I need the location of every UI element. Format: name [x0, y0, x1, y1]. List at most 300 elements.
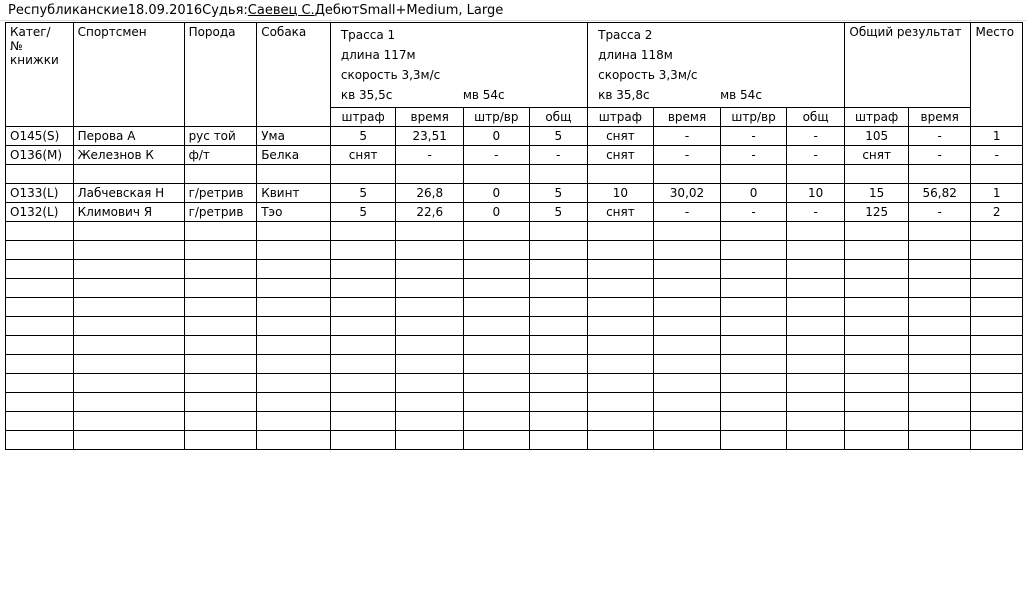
- cell-empty[interactable]: [908, 260, 971, 279]
- cell-empty[interactable]: [6, 374, 74, 393]
- cell-empty[interactable]: [464, 298, 530, 317]
- cell-breed[interactable]: г/ретрив: [184, 184, 257, 203]
- cell-athlete[interactable]: Перова А: [73, 127, 184, 146]
- cell-athlete[interactable]: Лабчевская Н: [73, 184, 184, 203]
- cell-empty[interactable]: [464, 374, 530, 393]
- track2-name: Трасса 2: [598, 28, 653, 42]
- cell-empty[interactable]: [529, 241, 588, 260]
- cell-empty[interactable]: [257, 431, 331, 450]
- col-header-total: Общий результат: [845, 23, 971, 108]
- cell-empty[interactable]: [73, 241, 184, 260]
- cell-empty[interactable]: [529, 260, 588, 279]
- cell-empty[interactable]: [73, 412, 184, 431]
- cell-empty[interactable]: [845, 412, 909, 431]
- table-row-empty[interactable]: [6, 260, 1023, 279]
- cell-empty[interactable]: [330, 393, 396, 412]
- cell-empty[interactable]: [257, 412, 331, 431]
- cell-empty[interactable]: [184, 393, 257, 412]
- cell-empty[interactable]: [786, 260, 845, 279]
- cell-empty[interactable]: [73, 336, 184, 355]
- cell-empty[interactable]: [786, 355, 845, 374]
- cell-empty[interactable]: [529, 222, 588, 241]
- cell-empty[interactable]: [184, 260, 257, 279]
- cell-empty[interactable]: [464, 355, 530, 374]
- cell-place[interactable]: -: [971, 146, 1023, 165]
- col-header-category-line3: книжки: [10, 53, 59, 67]
- cell-track1-penalty-per-time[interactable]: -: [464, 146, 530, 165]
- cell-empty[interactable]: [73, 317, 184, 336]
- cell-empty[interactable]: [464, 260, 530, 279]
- cell-sum-penalty[interactable]: [845, 165, 909, 184]
- cell-empty[interactable]: [653, 412, 721, 431]
- cell-sum-penalty[interactable]: 105: [845, 127, 909, 146]
- cell-sum-time[interactable]: -: [908, 127, 971, 146]
- cell-empty[interactable]: [908, 355, 971, 374]
- cell-empty[interactable]: [786, 298, 845, 317]
- cell-place[interactable]: 1: [971, 127, 1023, 146]
- cell-category[interactable]: O145(S): [6, 127, 74, 146]
- cell-track2-penalty[interactable]: снят: [588, 127, 654, 146]
- cell-empty[interactable]: [464, 336, 530, 355]
- cell-empty[interactable]: [184, 279, 257, 298]
- cell-empty[interactable]: [396, 279, 464, 298]
- cell-track2-penalty-per-time[interactable]: [721, 165, 787, 184]
- cell-empty[interactable]: [330, 412, 396, 431]
- cell-track1-total[interactable]: [529, 165, 588, 184]
- cell-empty[interactable]: [786, 279, 845, 298]
- cell-track1-penalty[interactable]: 5: [330, 127, 396, 146]
- cell-empty[interactable]: [588, 336, 654, 355]
- cell-empty[interactable]: [330, 317, 396, 336]
- cell-empty[interactable]: [971, 241, 1023, 260]
- cell-empty[interactable]: [971, 317, 1023, 336]
- cell-track1-penalty-per-time[interactable]: 0: [464, 184, 530, 203]
- cell-empty[interactable]: [653, 317, 721, 336]
- cell-empty[interactable]: [908, 222, 971, 241]
- cell-empty[interactable]: [330, 336, 396, 355]
- cell-empty[interactable]: [971, 336, 1023, 355]
- cell-empty[interactable]: [908, 431, 971, 450]
- judge-label: Судья:: [202, 2, 248, 18]
- table-row[interactable]: [6, 165, 1023, 184]
- cell-empty[interactable]: [908, 412, 971, 431]
- cell-empty[interactable]: [330, 298, 396, 317]
- cell-empty[interactable]: [184, 317, 257, 336]
- cell-empty[interactable]: [908, 317, 971, 336]
- cell-empty[interactable]: [653, 374, 721, 393]
- col-header-track1: [330, 23, 587, 108]
- cell-empty[interactable]: [396, 222, 464, 241]
- cell-track2-penalty-per-time[interactable]: -: [721, 146, 787, 165]
- cell-place[interactable]: [971, 165, 1023, 184]
- cell-empty[interactable]: [184, 431, 257, 450]
- cell-place[interactable]: 2: [971, 203, 1023, 222]
- cell-track1-total[interactable]: 5: [529, 203, 588, 222]
- col-header-track2: [588, 23, 845, 108]
- cell-empty[interactable]: [330, 355, 396, 374]
- cell-empty[interactable]: [721, 298, 787, 317]
- cell-empty[interactable]: [721, 431, 787, 450]
- cell-empty[interactable]: [330, 374, 396, 393]
- cell-empty[interactable]: [257, 374, 331, 393]
- cell-empty[interactable]: [396, 431, 464, 450]
- cell-empty[interactable]: [529, 317, 588, 336]
- table-row-empty[interactable]: [6, 374, 1023, 393]
- cell-empty[interactable]: [588, 431, 654, 450]
- cell-category[interactable]: O136(M): [6, 146, 74, 165]
- track1-mv: мв 54с: [462, 88, 505, 102]
- col-header-breed: Порода: [184, 23, 257, 127]
- cell-empty[interactable]: [588, 260, 654, 279]
- cell-empty[interactable]: [396, 336, 464, 355]
- cell-dog[interactable]: Квинт: [257, 184, 331, 203]
- cell-empty[interactable]: [396, 260, 464, 279]
- cell-sum-penalty[interactable]: 15: [845, 184, 909, 203]
- cell-track1-penalty[interactable]: [330, 165, 396, 184]
- cell-empty[interactable]: [464, 431, 530, 450]
- table-row-empty[interactable]: [6, 336, 1023, 355]
- cell-track1-time[interactable]: 22,6: [396, 203, 464, 222]
- cell-empty[interactable]: [588, 298, 654, 317]
- cell-athlete[interactable]: [73, 165, 184, 184]
- cell-empty[interactable]: [721, 393, 787, 412]
- table-row[interactable]: [6, 203, 1023, 222]
- subheader-t2-total: общ: [786, 108, 845, 127]
- cell-empty[interactable]: [786, 241, 845, 260]
- cell-empty[interactable]: [257, 241, 331, 260]
- cell-empty[interactable]: [653, 393, 721, 412]
- cell-athlete[interactable]: Климович Я: [73, 203, 184, 222]
- track2-mv: мв 54с: [720, 88, 762, 102]
- cell-empty[interactable]: [529, 412, 588, 431]
- cell-track1-penalty-per-time[interactable]: 0: [464, 127, 530, 146]
- cell-track1-penalty-per-time[interactable]: 0: [464, 203, 530, 222]
- cell-empty[interactable]: [908, 336, 971, 355]
- cell-breed[interactable]: ф/т: [184, 146, 257, 165]
- subheader-t1-penalty: штраф: [330, 108, 396, 127]
- track2-kv: кв 35,8с: [598, 88, 650, 102]
- cell-empty[interactable]: [184, 412, 257, 431]
- event-date: 18.09.2016: [127, 2, 203, 18]
- cell-empty[interactable]: [653, 431, 721, 450]
- cell-empty[interactable]: [721, 317, 787, 336]
- cell-empty[interactable]: [653, 355, 721, 374]
- cell-category[interactable]: O132(L): [6, 203, 74, 222]
- cell-track2-total[interactable]: 10: [786, 184, 845, 203]
- subheader-t1-total: общ: [529, 108, 588, 127]
- cell-empty[interactable]: [971, 374, 1023, 393]
- cell-empty[interactable]: [6, 355, 74, 374]
- cell-empty[interactable]: [73, 374, 184, 393]
- cell-empty[interactable]: [257, 355, 331, 374]
- cell-empty[interactable]: [73, 393, 184, 412]
- cell-empty[interactable]: [908, 298, 971, 317]
- cell-empty[interactable]: [330, 431, 396, 450]
- cell-dog[interactable]: [257, 165, 331, 184]
- cell-empty[interactable]: [653, 298, 721, 317]
- table-row-empty[interactable]: [6, 412, 1023, 431]
- track1-name: Трасса 1: [340, 28, 396, 42]
- cell-empty[interactable]: [6, 241, 74, 260]
- cell-empty[interactable]: [257, 317, 331, 336]
- cell-empty[interactable]: [721, 355, 787, 374]
- cell-empty[interactable]: [396, 393, 464, 412]
- cell-empty[interactable]: [721, 412, 787, 431]
- cell-empty[interactable]: [971, 412, 1023, 431]
- subheader-t2-penalty: штраф: [588, 108, 654, 127]
- cell-track2-penalty[interactable]: [588, 165, 654, 184]
- cell-empty[interactable]: [73, 260, 184, 279]
- cell-empty[interactable]: [184, 355, 257, 374]
- table-row-empty[interactable]: [6, 317, 1023, 336]
- cell-empty[interactable]: [396, 412, 464, 431]
- cell-empty[interactable]: [529, 298, 588, 317]
- table-row[interactable]: [6, 184, 1023, 203]
- cell-track1-time[interactable]: 23,51: [396, 127, 464, 146]
- cell-empty[interactable]: [845, 298, 909, 317]
- cell-empty[interactable]: [588, 393, 654, 412]
- cell-empty[interactable]: [971, 355, 1023, 374]
- cell-track1-time[interactable]: 26,8: [396, 184, 464, 203]
- cell-empty[interactable]: [529, 393, 588, 412]
- cell-empty[interactable]: [653, 279, 721, 298]
- cell-empty[interactable]: [845, 241, 909, 260]
- cell-empty[interactable]: [653, 241, 721, 260]
- cell-empty[interactable]: [971, 431, 1023, 450]
- cell-empty[interactable]: [845, 374, 909, 393]
- cell-empty[interactable]: [845, 260, 909, 279]
- table-row-empty[interactable]: [6, 222, 1023, 241]
- table-row[interactable]: [6, 146, 1023, 165]
- cell-track2-penalty[interactable]: снят: [588, 203, 654, 222]
- cell-track2-penalty[interactable]: 10: [588, 184, 654, 203]
- cell-dog[interactable]: Ума: [257, 127, 331, 146]
- subheader-t2-penalty-per-time: штр/вр: [721, 108, 787, 127]
- cell-empty[interactable]: [845, 355, 909, 374]
- cell-sum-time[interactable]: 56,82: [908, 184, 971, 203]
- cell-track1-penalty[interactable]: снят: [330, 146, 396, 165]
- cell-sum-time[interactable]: [908, 165, 971, 184]
- cell-track2-total[interactable]: -: [786, 146, 845, 165]
- cell-track1-penalty-per-time[interactable]: [464, 165, 530, 184]
- cell-empty[interactable]: [971, 222, 1023, 241]
- cell-empty[interactable]: [464, 241, 530, 260]
- cell-track1-total[interactable]: 5: [529, 184, 588, 203]
- cell-empty[interactable]: [257, 279, 331, 298]
- cell-place[interactable]: 1: [971, 184, 1023, 203]
- cell-empty[interactable]: [908, 279, 971, 298]
- track2-length: длина 118м: [598, 48, 673, 62]
- cell-empty[interactable]: [971, 279, 1023, 298]
- cell-empty[interactable]: [184, 336, 257, 355]
- cell-empty[interactable]: [971, 298, 1023, 317]
- cell-empty[interactable]: [786, 374, 845, 393]
- cell-sum-penalty[interactable]: снят: [845, 146, 909, 165]
- cell-track2-time[interactable]: -: [653, 127, 721, 146]
- cell-track1-total[interactable]: -: [529, 146, 588, 165]
- cell-track2-total[interactable]: [786, 165, 845, 184]
- cell-empty[interactable]: [845, 431, 909, 450]
- subheader-t1-time: время: [396, 108, 464, 127]
- cell-breed[interactable]: рус той: [184, 127, 257, 146]
- cell-sum-time[interactable]: -: [908, 203, 971, 222]
- cell-track2-total[interactable]: -: [786, 203, 845, 222]
- event-title: Республиканские: [8, 2, 128, 18]
- cell-empty[interactable]: [6, 222, 74, 241]
- cell-empty[interactable]: [786, 336, 845, 355]
- cell-empty[interactable]: [721, 222, 787, 241]
- cell-empty[interactable]: [73, 279, 184, 298]
- cell-empty[interactable]: [588, 222, 654, 241]
- cell-track2-penalty-per-time[interactable]: -: [721, 127, 787, 146]
- cell-empty[interactable]: [6, 317, 74, 336]
- col-header-category-line2: №: [10, 39, 23, 53]
- cell-empty[interactable]: [330, 241, 396, 260]
- cell-empty[interactable]: [529, 336, 588, 355]
- cell-empty[interactable]: [257, 260, 331, 279]
- cell-empty[interactable]: [464, 393, 530, 412]
- class-label: Дебют: [314, 2, 360, 18]
- cell-empty[interactable]: [908, 393, 971, 412]
- cell-empty[interactable]: [464, 222, 530, 241]
- cell-empty[interactable]: [845, 393, 909, 412]
- cell-empty[interactable]: [588, 317, 654, 336]
- cell-empty[interactable]: [73, 355, 184, 374]
- cell-empty[interactable]: [6, 431, 74, 450]
- table-row-empty[interactable]: [6, 298, 1023, 317]
- cell-empty[interactable]: [6, 298, 74, 317]
- cell-empty[interactable]: [396, 317, 464, 336]
- cell-empty[interactable]: [529, 431, 588, 450]
- cell-track1-penalty[interactable]: 5: [330, 184, 396, 203]
- cell-empty[interactable]: [786, 317, 845, 336]
- cell-empty[interactable]: [786, 222, 845, 241]
- cell-breed[interactable]: [184, 165, 257, 184]
- cell-empty[interactable]: [786, 393, 845, 412]
- cell-empty[interactable]: [786, 412, 845, 431]
- cell-athlete[interactable]: Железнов К: [73, 146, 184, 165]
- cell-empty[interactable]: [6, 279, 74, 298]
- cell-dog[interactable]: Тэо: [257, 203, 331, 222]
- cell-track1-time[interactable]: -: [396, 146, 464, 165]
- cell-empty[interactable]: [6, 393, 74, 412]
- cell-empty[interactable]: [588, 374, 654, 393]
- cell-track2-time[interactable]: 30,02: [653, 184, 721, 203]
- cell-track2-time[interactable]: -: [653, 203, 721, 222]
- cell-empty[interactable]: [653, 336, 721, 355]
- cell-empty[interactable]: [330, 260, 396, 279]
- subheader-t2-time: время: [653, 108, 721, 127]
- cell-empty[interactable]: [396, 298, 464, 317]
- cell-empty[interactable]: [971, 260, 1023, 279]
- cell-empty[interactable]: [721, 260, 787, 279]
- cell-track2-penalty[interactable]: снят: [588, 146, 654, 165]
- cell-empty[interactable]: [653, 222, 721, 241]
- track1-speed: скорость 3,3м/с: [340, 68, 441, 82]
- cell-category[interactable]: O133(L): [6, 184, 74, 203]
- cell-empty[interactable]: [73, 431, 184, 450]
- cell-empty[interactable]: [184, 298, 257, 317]
- table-row-empty[interactable]: [6, 279, 1023, 298]
- cell-empty[interactable]: [396, 241, 464, 260]
- cell-empty[interactable]: [257, 393, 331, 412]
- cell-empty[interactable]: [257, 298, 331, 317]
- cell-empty[interactable]: [845, 336, 909, 355]
- table-row-empty[interactable]: [6, 355, 1023, 374]
- cell-track1-penalty[interactable]: 5: [330, 203, 396, 222]
- cell-empty[interactable]: [73, 222, 184, 241]
- cell-track2-time[interactable]: -: [653, 146, 721, 165]
- cell-empty[interactable]: [721, 241, 787, 260]
- cell-track2-time[interactable]: [653, 165, 721, 184]
- cell-empty[interactable]: [184, 241, 257, 260]
- cell-empty[interactable]: [653, 260, 721, 279]
- cell-empty[interactable]: [721, 279, 787, 298]
- table-row[interactable]: [6, 127, 1023, 146]
- cell-empty[interactable]: [396, 374, 464, 393]
- table-row-empty[interactable]: [6, 241, 1023, 260]
- cell-track1-time[interactable]: [396, 165, 464, 184]
- cell-empty[interactable]: [721, 374, 787, 393]
- cell-empty[interactable]: [845, 279, 909, 298]
- cell-empty[interactable]: [845, 317, 909, 336]
- cell-track1-total[interactable]: 5: [529, 127, 588, 146]
- cell-empty[interactable]: [588, 355, 654, 374]
- cell-empty[interactable]: [6, 260, 74, 279]
- cell-empty[interactable]: [396, 355, 464, 374]
- cell-empty[interactable]: [529, 279, 588, 298]
- cell-empty[interactable]: [464, 317, 530, 336]
- cell-empty[interactable]: [908, 241, 971, 260]
- cell-breed[interactable]: г/ретрив: [184, 203, 257, 222]
- cell-empty[interactable]: [786, 431, 845, 450]
- cell-empty[interactable]: [6, 412, 74, 431]
- cell-empty[interactable]: [184, 222, 257, 241]
- cell-track2-penalty-per-time[interactable]: 0: [721, 184, 787, 203]
- cell-empty[interactable]: [330, 222, 396, 241]
- cell-dog[interactable]: Белка: [257, 146, 331, 165]
- cell-empty[interactable]: [529, 374, 588, 393]
- table-row-empty[interactable]: [6, 393, 1023, 412]
- cell-empty[interactable]: [721, 336, 787, 355]
- cell-empty[interactable]: [73, 298, 184, 317]
- subheader-sum-time: время: [908, 108, 971, 127]
- header-row-main: [6, 23, 1023, 108]
- cell-empty[interactable]: [529, 355, 588, 374]
- cell-empty[interactable]: [845, 222, 909, 241]
- cell-empty[interactable]: [908, 374, 971, 393]
- cell-empty[interactable]: [464, 412, 530, 431]
- cell-empty[interactable]: [184, 374, 257, 393]
- cell-empty[interactable]: [257, 222, 331, 241]
- track1-length: длина 117м: [340, 48, 416, 62]
- cell-empty[interactable]: [464, 279, 530, 298]
- cell-sum-penalty[interactable]: 125: [845, 203, 909, 222]
- cell-empty[interactable]: [588, 412, 654, 431]
- cell-track2-total[interactable]: -: [786, 127, 845, 146]
- subheader-sum-penalty: штраф: [845, 108, 909, 127]
- cell-empty[interactable]: [588, 279, 654, 298]
- cell-empty[interactable]: [971, 393, 1023, 412]
- table-row-empty[interactable]: [6, 431, 1023, 450]
- cell-track2-penalty-per-time[interactable]: -: [721, 203, 787, 222]
- cell-empty[interactable]: [588, 241, 654, 260]
- cell-sum-time[interactable]: -: [908, 146, 971, 165]
- cell-empty[interactable]: [257, 336, 331, 355]
- cell-category[interactable]: [6, 165, 74, 184]
- cell-empty[interactable]: [330, 279, 396, 298]
- cell-empty[interactable]: [6, 336, 74, 355]
